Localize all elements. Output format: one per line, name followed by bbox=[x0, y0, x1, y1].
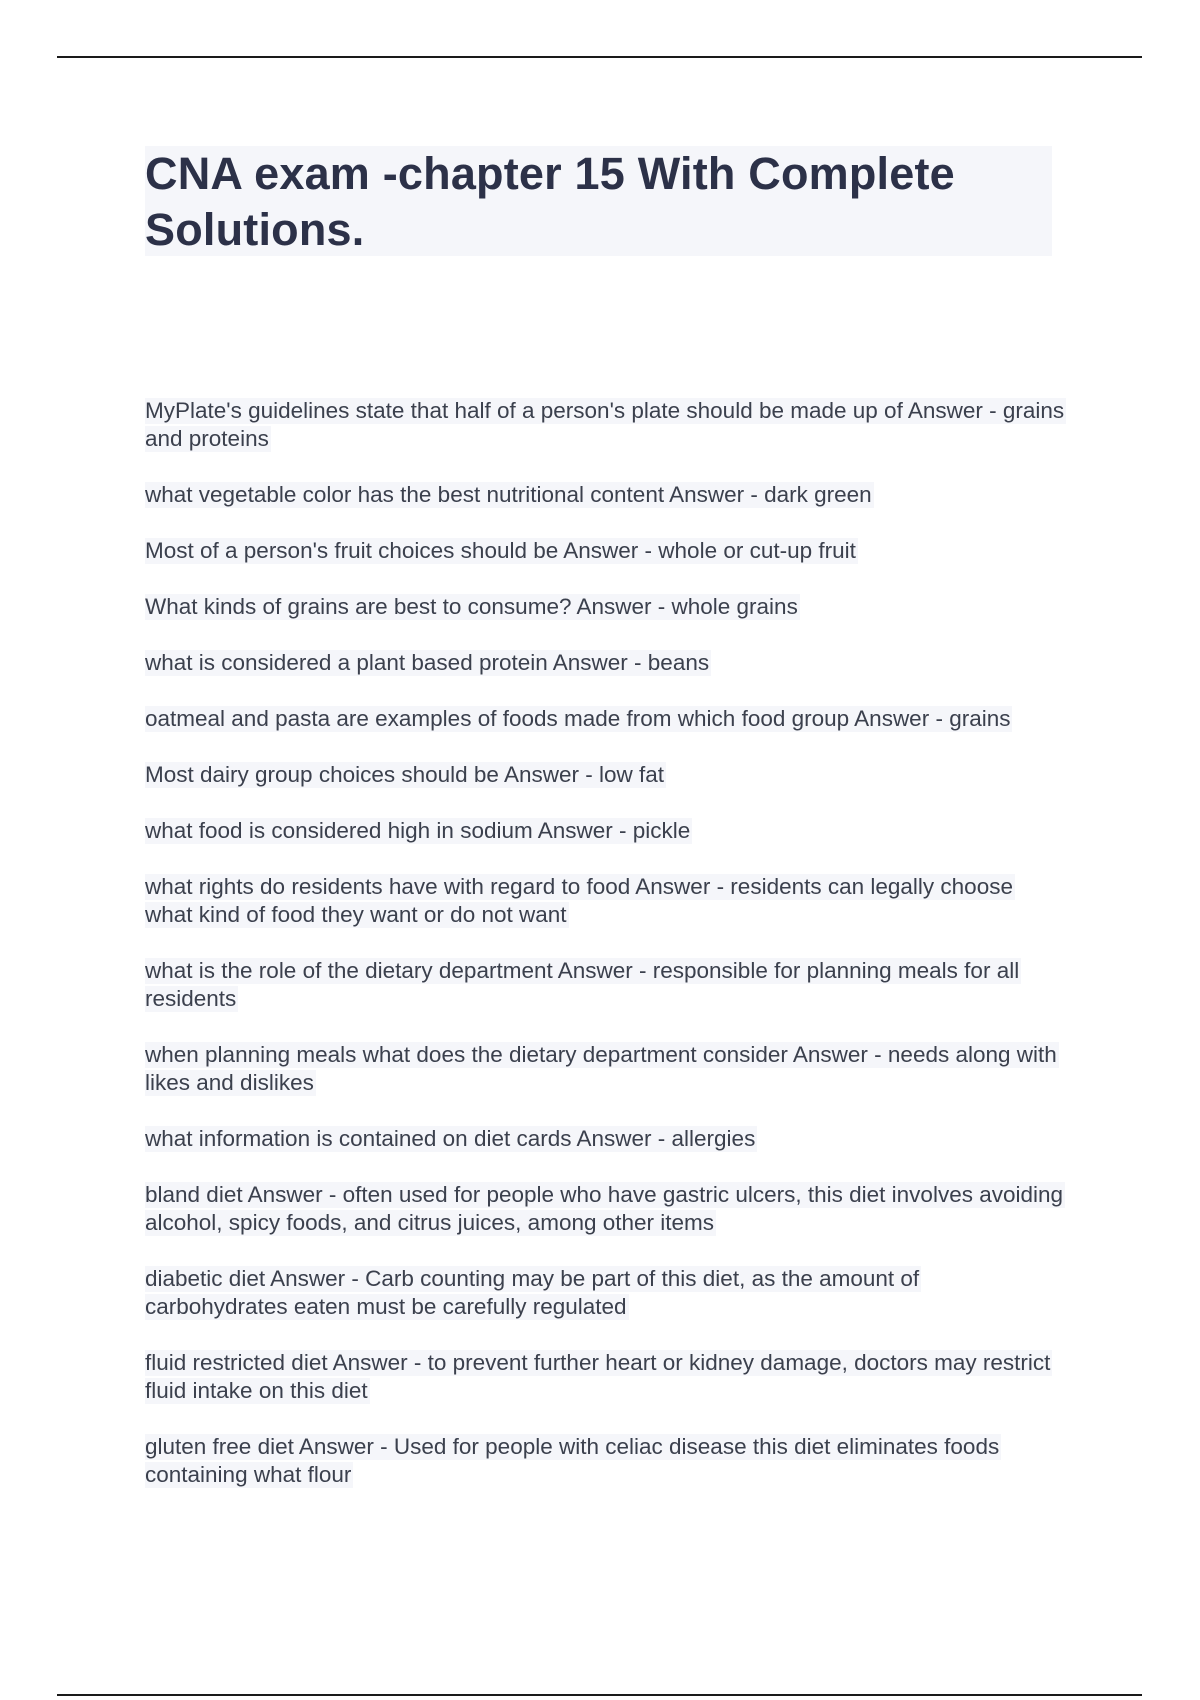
qa-item bbox=[145, 537, 1065, 565]
qa-item bbox=[145, 957, 1065, 1013]
title-block bbox=[145, 146, 1052, 256]
qa-item bbox=[145, 481, 1065, 509]
qa-item-text: what is the role of the dietary department Answer - responsible for planning meals for all residents bbox=[145, 958, 1020, 1011]
qa-item-text: What kinds of grains are best to consume? Answer - whole grains bbox=[145, 594, 798, 619]
qa-item-text: what food is considered high in sodium Answer - pickle bbox=[145, 818, 691, 843]
qa-list bbox=[145, 397, 1065, 1517]
qa-item bbox=[145, 1125, 1065, 1153]
qa-item-text: Most dairy group choices should be Answer - low fat bbox=[145, 762, 665, 787]
qa-item-text: bland diet Answer - often used for people who have gastric ulcers, this diet involves avoiding alcohol, spicy foods, and citrus juices, among other items bbox=[145, 1182, 1064, 1235]
qa-item bbox=[145, 761, 1065, 789]
qa-item-text: what information is contained on diet cards Answer - allergies bbox=[145, 1126, 756, 1151]
qa-item bbox=[145, 873, 1065, 929]
top-divider bbox=[57, 56, 1142, 58]
qa-item-text: Most of a person's fruit choices should be Answer - whole or cut-up fruit bbox=[145, 538, 856, 563]
qa-item-text: fluid restricted diet Answer - to prevent further heart or kidney damage, doctors may restrict fluid intake on this diet bbox=[145, 1350, 1051, 1403]
qa-item bbox=[145, 1265, 1065, 1321]
qa-item bbox=[145, 705, 1065, 733]
qa-item bbox=[145, 1041, 1065, 1097]
qa-item bbox=[145, 817, 1065, 845]
qa-item-text: gluten free diet Answer - Used for people with celiac disease this diet eliminates foods containing what flour bbox=[145, 1434, 1000, 1487]
qa-item bbox=[145, 1433, 1065, 1489]
bottom-divider bbox=[57, 1694, 1142, 1696]
qa-item bbox=[145, 1181, 1065, 1237]
qa-item-text: what rights do residents have with regard to food Answer - residents can legally choose what kind of food they want or do not want bbox=[145, 874, 1013, 927]
qa-item bbox=[145, 593, 1065, 621]
qa-item-text: what vegetable color has the best nutritional content Answer - dark green bbox=[145, 482, 872, 507]
document-title: CNA exam -chapter 15 With Complete Solutions. bbox=[145, 148, 955, 255]
qa-item-text: diabetic diet Answer - Carb counting may be part of this diet, as the amount of carbohydrates eaten must be carefully regulated bbox=[145, 1266, 920, 1319]
qa-item-text: what is considered a plant based protein Answer - beans bbox=[145, 650, 710, 675]
qa-item bbox=[145, 1349, 1065, 1405]
qa-item-text: MyPlate's guidelines state that half of a person's plate should be made up of Answer - grains and proteins bbox=[145, 398, 1065, 451]
qa-item bbox=[145, 397, 1065, 453]
qa-item-text: oatmeal and pasta are examples of foods made from which food group Answer - grains bbox=[145, 706, 1011, 731]
qa-item-text: when planning meals what does the dietary department consider Answer - needs along with likes and dislikes bbox=[145, 1042, 1057, 1095]
qa-item bbox=[145, 649, 1065, 677]
